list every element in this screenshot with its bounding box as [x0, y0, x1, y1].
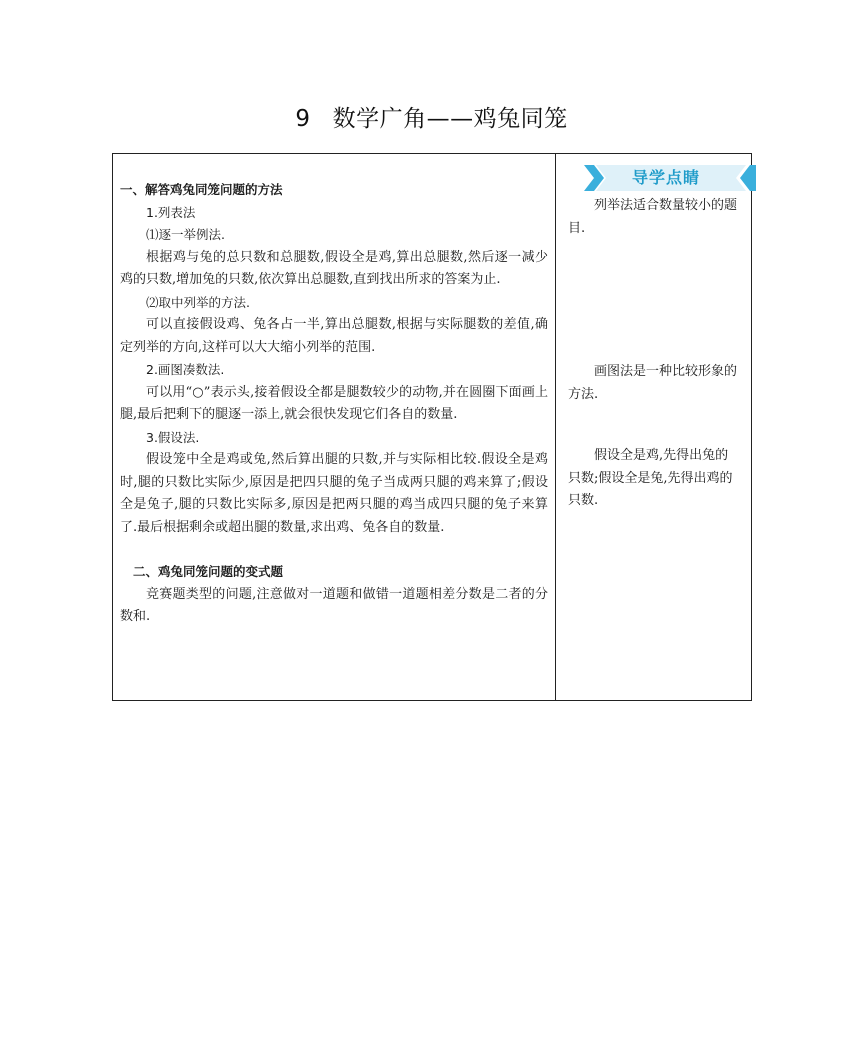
method2-title: 2.画图凑数法. — [146, 362, 225, 377]
method1-sub2-text: 可以直接假设鸡、兔各占一半,算出总腿数,根据与实际腿数的差值,确定列举的方向,这样可以大大缩小列举的范围. — [120, 317, 548, 355]
side-note-text: 假设全是鸡,先得出兔的只数;假设全是兔,先得出鸡的只数. — [568, 448, 733, 508]
side-notes-column — [562, 154, 744, 700]
side-note-text: 列举法适合数量较小的题目. — [568, 198, 738, 236]
method2-text: 可以用“○”表示头,接着假设全都是腿数较少的动物,并在圆圈下面画上腿,最后把剩下的腿逐一添上,就会很快发现它们各自的数量. — [120, 384, 548, 422]
section1-heading: 一、解答鸡兔同笼问题的方法 — [120, 182, 283, 197]
method1-sub1-title: ⑴逐一举例法. — [146, 227, 225, 242]
side-note-drawing — [568, 361, 740, 406]
side-note-assumption — [568, 445, 740, 513]
method1-sub1-text: 根据鸡与兔的总只数和总腿数,假设全是鸡,算出总腿数,然后逐一减少鸡的只数,增加兔的只数,依次算出总腿数,直到找出所求的答案为止. — [120, 249, 548, 287]
section2-heading: 二、鸡兔同笼问题的变式题 — [133, 564, 284, 579]
section2-text: 竞赛题类型的问题,注意做对一道题和做错一道题相差分数是二者的分数和. — [120, 586, 548, 624]
chapter-number: 9 — [295, 106, 311, 132]
method1-title: 1.列表法 — [146, 204, 196, 220]
method1-sub2-title: ⑵取中列举的方法. — [146, 294, 250, 310]
main-column — [120, 179, 548, 629]
content-table — [112, 153, 752, 701]
banner-label: 导学点睛 — [631, 168, 700, 187]
chapter-title: 数学广角——鸡兔同笼 — [332, 106, 568, 132]
guide-banner — [576, 163, 756, 193]
method3-text: 假设笼中全是鸡或兔,然后算出腿的只数,并与实际相比较.假设全是鸡时,腿的只数比实际少,原因是把四只腿的兔子当成两只腿的鸡来算了;假设全是兔子,腿的只数比实际多,原因是把两只腿的鸡当成四只腿的兔子来算了.最后根据剩余或超出腿的数量,求出鸡、兔各自的数量. — [120, 452, 548, 535]
side-note-listing — [568, 195, 740, 240]
method3-title: 3.假设法. — [146, 429, 200, 445]
page-title — [0, 100, 863, 133]
column-divider — [555, 154, 556, 700]
side-note-text: 画图法是一种比较形象的方法. — [568, 364, 738, 402]
